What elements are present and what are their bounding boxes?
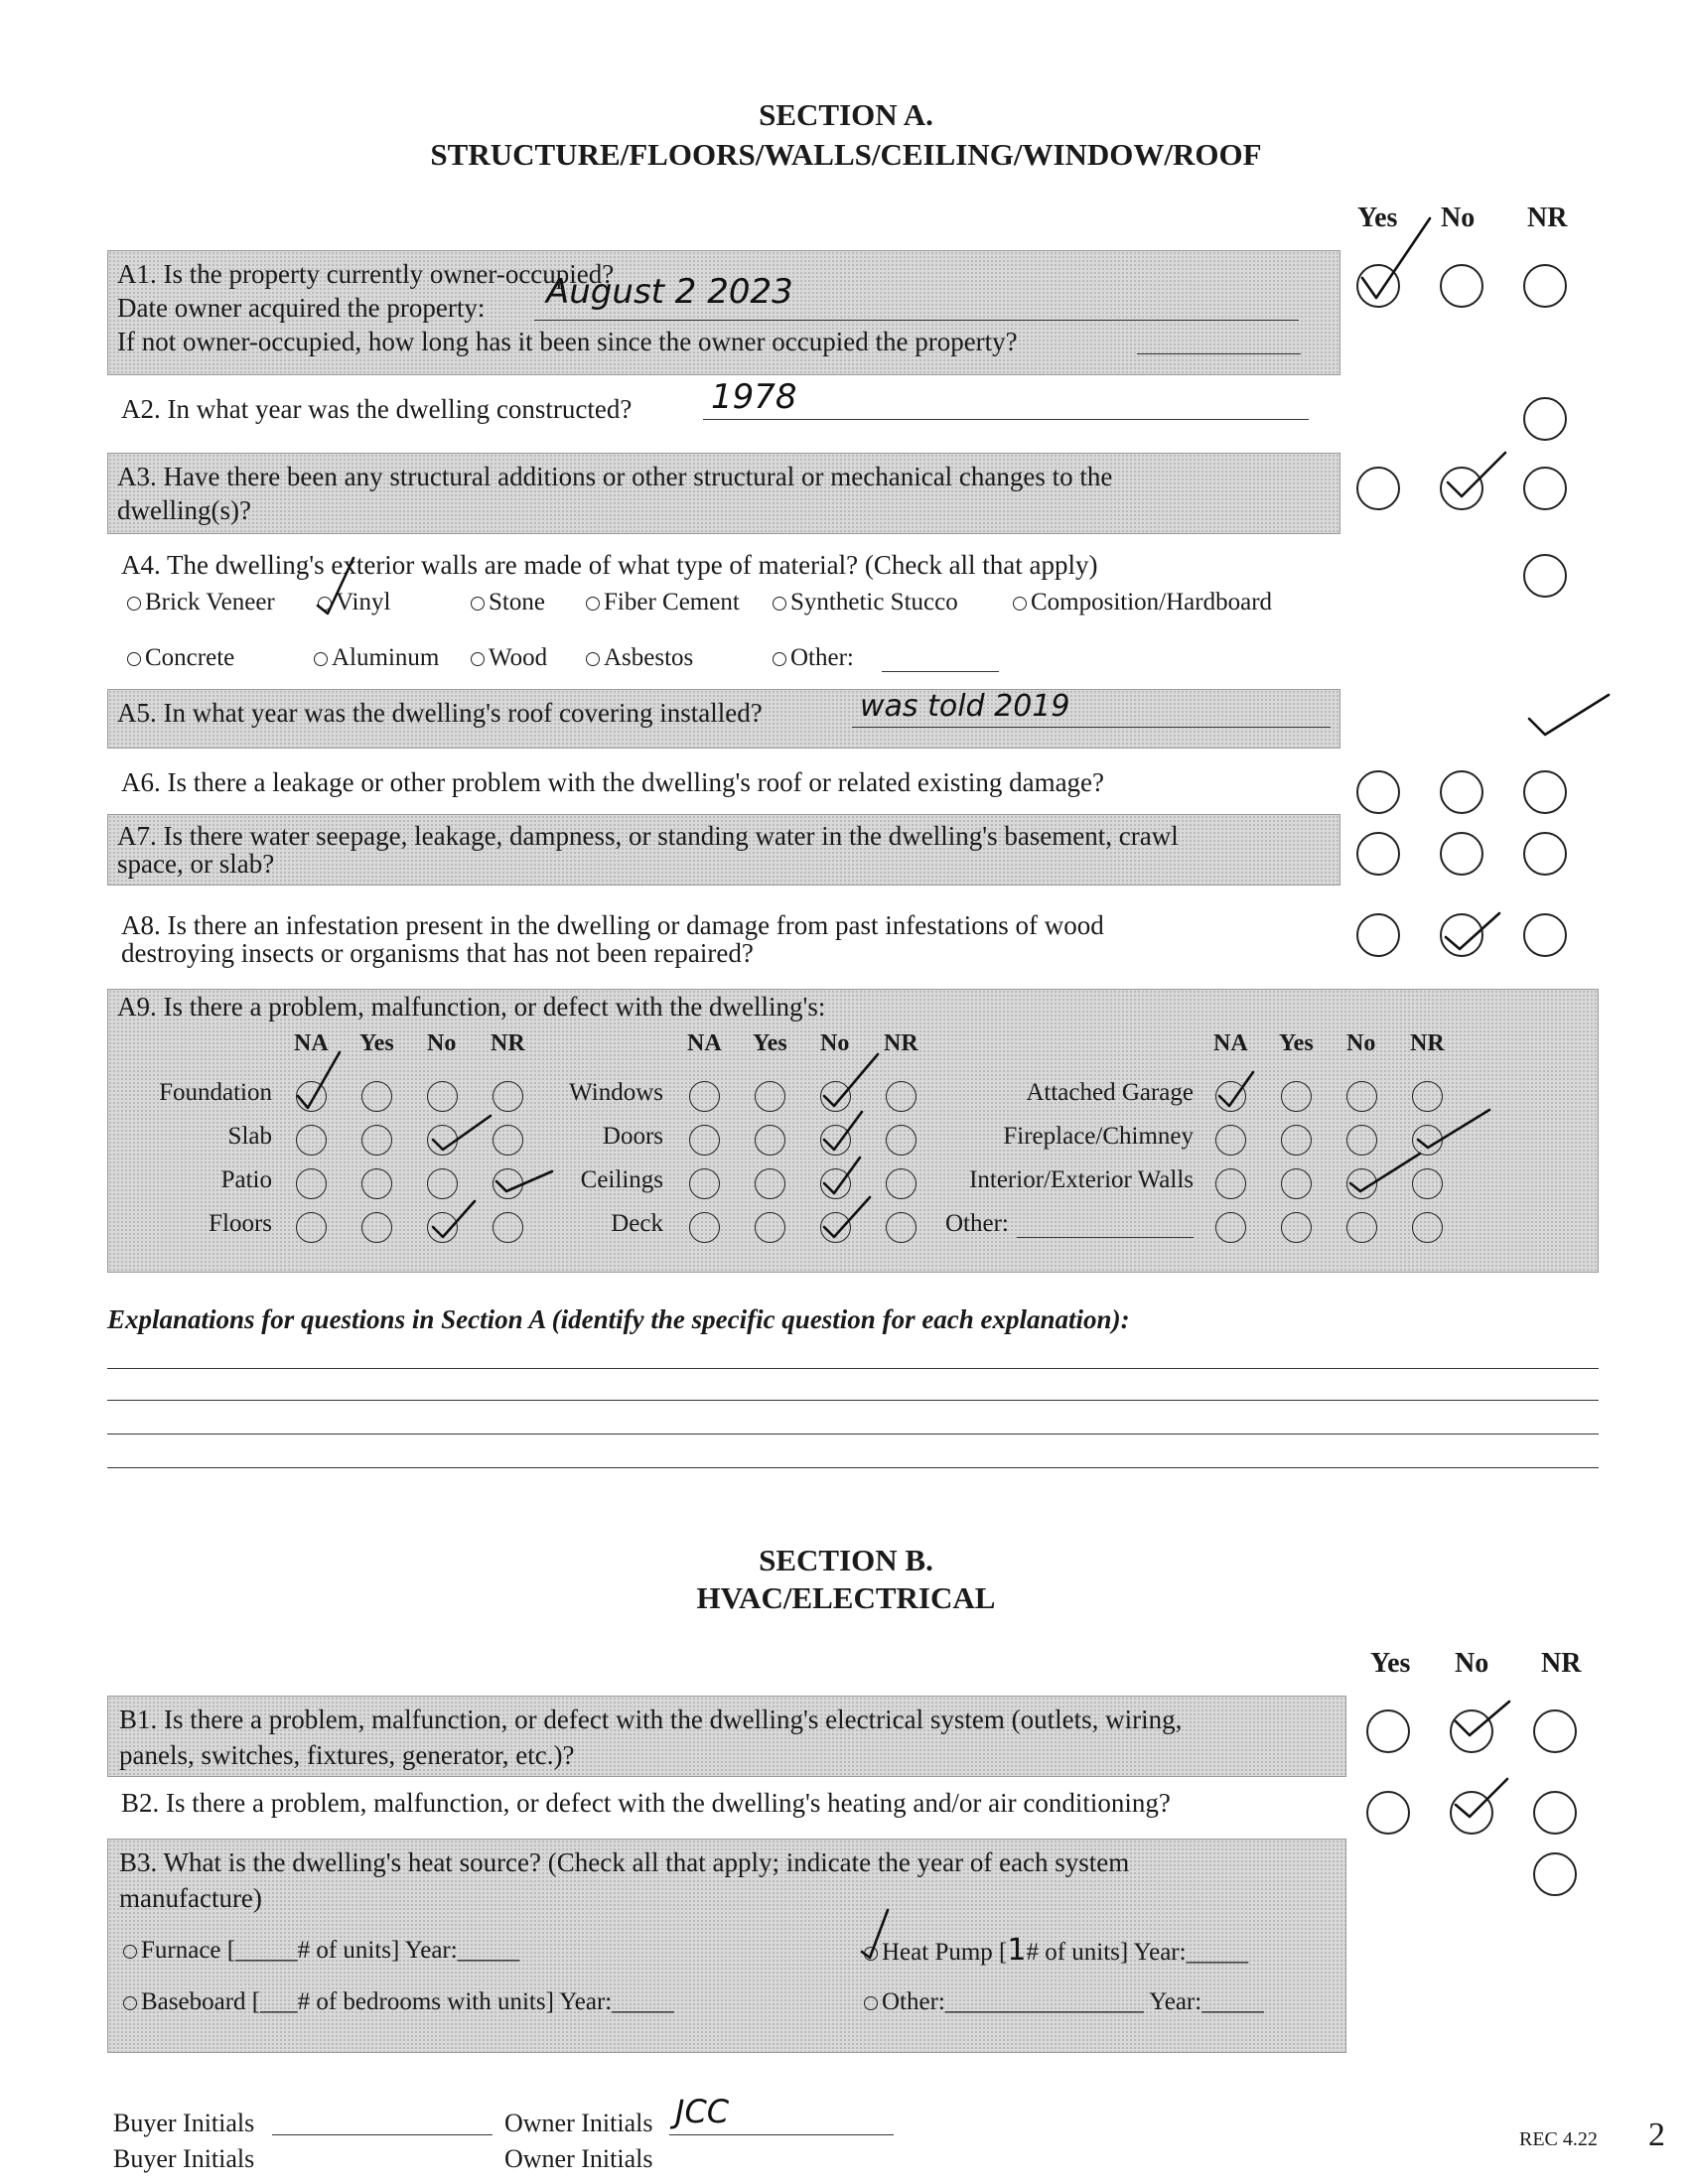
a9-patio-no[interactable] xyxy=(427,1168,458,1199)
a9-g1-no: No xyxy=(427,1030,457,1056)
a9-slab-nr[interactable] xyxy=(493,1125,523,1156)
a9-floors-nr[interactable] xyxy=(493,1212,523,1243)
a8-question-1: A8. Is there an infestation present in the dwelling or damage from past infestations of wood xyxy=(121,910,1104,940)
explanation-line-2[interactable] xyxy=(107,1400,1599,1401)
a2-line xyxy=(703,419,1309,420)
b3-question-2: manufacture) xyxy=(119,1883,262,1913)
a8-no-radio[interactable] xyxy=(1440,913,1483,957)
a9-patio-na[interactable] xyxy=(296,1168,327,1199)
a9-windows-yes[interactable] xyxy=(755,1081,785,1112)
owner-initials-1: Owner Initials xyxy=(504,2109,653,2137)
a1-yes-radio[interactable] xyxy=(1356,264,1400,308)
a9-doors-label: Doors xyxy=(602,1123,663,1150)
a9-ceilings-no[interactable] xyxy=(820,1168,851,1199)
a4-option-stone[interactable]: Stone xyxy=(471,590,545,615)
b2-nr-radio[interactable] xyxy=(1533,1791,1577,1835)
b3-baseboard-option[interactable]: Baseboard [___# of bedrooms with units] Year:_____ xyxy=(123,1989,674,2015)
a9-ceilings-yes[interactable] xyxy=(755,1168,785,1199)
a9-windows-label: Windows xyxy=(569,1079,663,1106)
a9-fireplace-na[interactable] xyxy=(1215,1125,1246,1156)
a3-question-1: A3. Have there been any structural additions or other structural or mechanical changes to the xyxy=(117,462,1113,491)
b1-yes-radio[interactable] xyxy=(1366,1709,1410,1753)
a9-g1-nr: NR xyxy=(491,1030,525,1056)
a9-deck-label: Deck xyxy=(611,1210,663,1237)
a1-date-value: August 2 2023 xyxy=(546,272,793,312)
a4-option-concrete[interactable]: Concrete xyxy=(127,645,234,671)
a1-nr-radio[interactable] xyxy=(1523,264,1567,308)
a4-option-fiber-cement[interactable]: Fiber Cement xyxy=(586,590,740,615)
a7-no-radio[interactable] xyxy=(1440,832,1483,876)
a9-g2-no: No xyxy=(820,1030,850,1056)
a9-floors-na[interactable] xyxy=(296,1212,327,1243)
b1-nr-radio[interactable] xyxy=(1533,1709,1577,1753)
a2-question: A2. In what year was the dwelling constructed? xyxy=(121,394,633,424)
a7-question-1: A7. Is there water seepage, leakage, dampness, or standing water in the dwelling's basement, crawl xyxy=(117,821,1179,851)
b-col-yes: Yes xyxy=(1370,1648,1411,1679)
col-nr: NR xyxy=(1527,203,1568,233)
b3-heat-pump-units: 1 xyxy=(1007,1933,1027,1968)
a9-other-nr[interactable] xyxy=(1412,1212,1443,1243)
a9-slab-yes[interactable] xyxy=(361,1125,392,1156)
a9-foundation-no[interactable] xyxy=(427,1081,458,1112)
a9-doors-nr[interactable] xyxy=(886,1125,916,1156)
form-code: REC 4.22 xyxy=(1519,2128,1598,2150)
a9-g2-yes: Yes xyxy=(753,1030,787,1056)
a4-option-wood[interactable]: Wood xyxy=(471,645,547,671)
a6-question: A6. Is there a leakage or other problem with the dwelling's roof or related existing damage? xyxy=(121,767,1105,797)
col-no: No xyxy=(1441,203,1476,233)
a9-windows-nr[interactable] xyxy=(886,1081,916,1112)
a9-deck-yes[interactable] xyxy=(755,1212,785,1243)
a9-doors-yes[interactable] xyxy=(755,1125,785,1156)
b2-yes-radio[interactable] xyxy=(1366,1791,1410,1835)
b3-nr-radio[interactable] xyxy=(1533,1852,1577,1896)
a9-deck-no[interactable] xyxy=(820,1212,851,1243)
page-number: 2 xyxy=(1648,2116,1665,2153)
a9-windows-na[interactable] xyxy=(689,1081,720,1112)
a9-g3-no: No xyxy=(1346,1030,1376,1056)
b3-other-option[interactable]: Other:________________ Year:_____ xyxy=(864,1989,1264,2015)
a9-ceilings-nr[interactable] xyxy=(886,1168,916,1199)
a9-floors-no[interactable] xyxy=(427,1212,458,1243)
owner-initials-1-line[interactable] xyxy=(669,2134,894,2135)
a3-yes-radio[interactable] xyxy=(1356,467,1400,510)
b3-furnace-option[interactable]: Furnace [_____# of units] Year:_____ xyxy=(123,1938,519,1964)
a9-fireplace-yes[interactable] xyxy=(1281,1125,1312,1156)
a9-question: A9. Is there a problem, malfunction, or defect with the dwelling's: xyxy=(117,992,826,1022)
a8-question-2: destroying insects or organisms that has not been repaired? xyxy=(121,938,754,968)
b3-heat-pump-option[interactable]: Heat Pump [1# of units] Year:_____ xyxy=(864,1938,1248,1966)
a8-yes-radio[interactable] xyxy=(1356,913,1400,957)
explanation-line-3[interactable] xyxy=(107,1433,1599,1434)
a9-walls-no[interactable] xyxy=(1346,1168,1377,1199)
b1-question-2: panels, switches, fixtures, generator, etc.)? xyxy=(119,1740,575,1770)
a9-g3-yes: Yes xyxy=(1279,1030,1314,1056)
a9-deck-na[interactable] xyxy=(689,1212,720,1243)
a3-question-2: dwelling(s)? xyxy=(117,495,251,525)
a6-no-radio[interactable] xyxy=(1440,770,1483,814)
a9-doors-na[interactable] xyxy=(689,1125,720,1156)
a9-foundation-yes[interactable] xyxy=(361,1081,392,1112)
b1-question-1: B1. Is there a problem, malfunction, or defect with the dwelling's electrical system (outlets, wiring, xyxy=(119,1705,1183,1734)
a9-patio-nr[interactable] xyxy=(493,1168,523,1199)
a9-deck-nr[interactable] xyxy=(886,1212,916,1243)
a9-g3-nr: NR xyxy=(1410,1030,1445,1056)
a9-g1-na: NA xyxy=(294,1030,329,1056)
a9-fireplace-no[interactable] xyxy=(1346,1125,1377,1156)
buyer-initials-1: Buyer Initials xyxy=(113,2109,255,2137)
b-col-no: No xyxy=(1455,1648,1489,1679)
a3-nr-radio[interactable] xyxy=(1523,467,1567,510)
a9-foundation-label: Foundation xyxy=(159,1079,272,1106)
a9-garage-yes[interactable] xyxy=(1281,1081,1312,1112)
b1-no-radio[interactable] xyxy=(1450,1709,1493,1753)
a3-no-radio[interactable] xyxy=(1440,467,1483,510)
a2-value: 1978 xyxy=(711,377,797,417)
a9-foundation-nr[interactable] xyxy=(493,1081,523,1112)
b2-question: B2. Is there a problem, malfunction, or defect with the dwelling's heating and/or air conditioning? xyxy=(121,1788,1171,1818)
a9-garage-no[interactable] xyxy=(1346,1081,1377,1112)
a9-attached-garage-label: Attached Garage xyxy=(1026,1079,1194,1106)
a9-walls-na[interactable] xyxy=(1215,1168,1246,1199)
a4-option-aluminum[interactable]: Aluminum xyxy=(314,645,439,671)
a7-nr-radio[interactable] xyxy=(1523,832,1567,876)
a9-other-no[interactable] xyxy=(1346,1212,1377,1243)
a9-ceilings-label: Ceilings xyxy=(580,1166,663,1193)
explanation-line-1[interactable] xyxy=(107,1368,1599,1369)
a1-question: A1. Is the property currently owner-occupied? xyxy=(117,259,615,289)
a4-option-vinyl[interactable]: Vinyl xyxy=(318,590,390,615)
a7-question-2: space, or slab? xyxy=(117,849,275,879)
a9-g2-na: NA xyxy=(687,1030,722,1056)
b2-no-radio[interactable] xyxy=(1450,1791,1493,1835)
section-a-subtitle: STRUCTURE/FLOORS/WALLS/CEILING/WINDOW/ROOF xyxy=(430,137,1262,172)
a9-patio-yes[interactable] xyxy=(361,1168,392,1199)
a9-walls-label: Interior/Exterior Walls xyxy=(969,1166,1194,1193)
a9-other-yes[interactable] xyxy=(1281,1212,1312,1243)
a9-other-label: Other: xyxy=(945,1210,1009,1237)
a4-other-line[interactable] xyxy=(882,671,999,672)
a9-foundation-na[interactable] xyxy=(296,1081,327,1112)
section-a-title: SECTION A. xyxy=(759,97,933,132)
a9-slab-no[interactable] xyxy=(427,1125,458,1156)
a5-value: was told 2019 xyxy=(860,689,1070,724)
a9-walls-nr[interactable] xyxy=(1412,1168,1443,1199)
explanations-heading: Explanations for questions in Section A (identify the specific question for each explanation): xyxy=(107,1304,1130,1334)
a9-other-na[interactable] xyxy=(1215,1212,1246,1243)
a5-question: A5. In what year was the dwelling's roof covering installed? xyxy=(117,698,763,728)
a9-other-line[interactable] xyxy=(1017,1237,1194,1238)
a9-fireplace-nr[interactable] xyxy=(1412,1125,1443,1156)
a5-line xyxy=(852,727,1331,728)
a4-option-asbestos[interactable]: Asbestos xyxy=(586,645,693,671)
col-yes: Yes xyxy=(1357,203,1398,233)
a4-option-synthetic-stucco[interactable]: Synthetic Stucco xyxy=(773,590,958,615)
a9-ceilings-na[interactable] xyxy=(689,1168,720,1199)
a9-g1-yes: Yes xyxy=(359,1030,394,1056)
a1-date-line xyxy=(534,320,1299,321)
a4-option-composition-hardboard[interactable]: Composition/Hardboard xyxy=(1013,590,1272,615)
a9-patio-label: Patio xyxy=(220,1166,272,1193)
a6-yes-radio[interactable] xyxy=(1356,770,1400,814)
a1-how-long-line[interactable] xyxy=(1137,353,1301,354)
a1-not-owner: If not owner-occupied, how long has it been since the owner occupied the property? xyxy=(117,327,1018,356)
a9-floors-yes[interactable] xyxy=(361,1212,392,1243)
a6-nr-radio[interactable] xyxy=(1523,770,1567,814)
owner-initials-value: JCC xyxy=(675,2093,730,2130)
explanation-line-4[interactable] xyxy=(107,1467,1599,1468)
a9-doors-no[interactable] xyxy=(820,1125,851,1156)
a9-garage-na[interactable] xyxy=(1215,1081,1246,1112)
a9-windows-no[interactable] xyxy=(820,1081,851,1112)
b3-question-1: B3. What is the dwelling's heat source? (Check all that apply; indicate the year of each system xyxy=(119,1847,1130,1877)
buyer-initials-2: Buyer Initials xyxy=(113,2144,255,2173)
a2-nr-radio[interactable] xyxy=(1523,397,1567,441)
owner-initials-2: Owner Initials xyxy=(504,2144,653,2173)
a9-fireplace-label: Fireplace/Chimney xyxy=(1003,1123,1194,1150)
a4-question: A4. The dwelling's exterior walls are made of what type of material? (Check all that apply) xyxy=(121,550,1098,580)
a9-garage-nr[interactable] xyxy=(1412,1081,1443,1112)
a4-option-other[interactable]: Other: xyxy=(773,645,854,671)
section-b-subtitle: HVAC/ELECTRICAL xyxy=(696,1580,996,1615)
a9-slab-na[interactable] xyxy=(296,1125,327,1156)
a7-yes-radio[interactable] xyxy=(1356,832,1400,876)
a9-walls-yes[interactable] xyxy=(1281,1168,1312,1199)
a9-g2-nr: NR xyxy=(884,1030,918,1056)
a9-g3-na: NA xyxy=(1213,1030,1248,1056)
a9-floors-label: Floors xyxy=(209,1210,272,1237)
a9-slab-label: Slab xyxy=(227,1123,272,1150)
b-col-nr: NR xyxy=(1541,1648,1582,1679)
a4-nr-radio[interactable] xyxy=(1523,554,1567,598)
a1-date-label: Date owner acquired the property: xyxy=(117,293,486,323)
section-b-title: SECTION B. xyxy=(759,1543,933,1577)
a4-option-brick-veneer[interactable]: Brick Veneer xyxy=(127,590,275,615)
a1-no-radio[interactable] xyxy=(1440,264,1483,308)
buyer-initials-1-line[interactable] xyxy=(272,2134,493,2135)
a8-nr-radio[interactable] xyxy=(1523,913,1567,957)
